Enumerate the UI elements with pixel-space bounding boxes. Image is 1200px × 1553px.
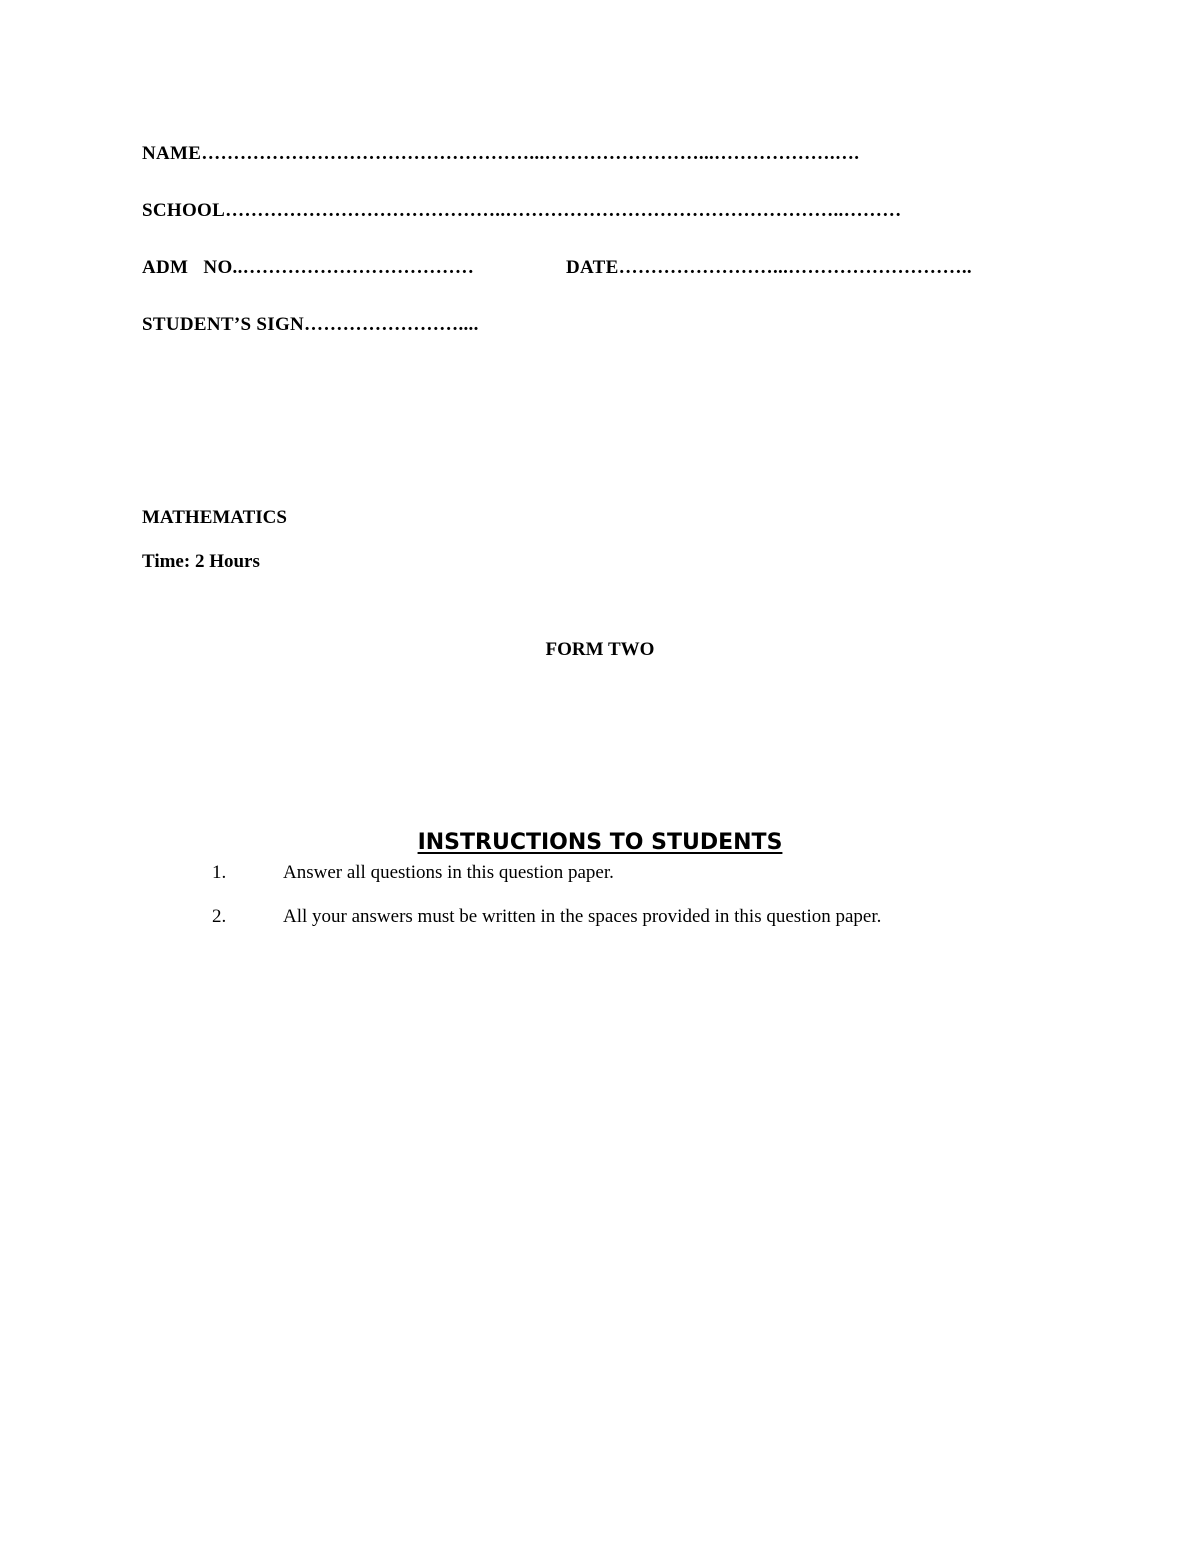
list-item-text: Answer all questions in this question paper. <box>283 862 614 883</box>
time-allowed: Time: 2 Hours <box>142 551 260 572</box>
name-field: NAME……………………………………………...……………………...……………….…. <box>142 143 860 164</box>
school-field: SCHOOL……………………………………..……………………………………………..……… <box>142 200 902 221</box>
form-label: FORM TWO <box>545 639 655 660</box>
list-item-number: 1. <box>212 862 227 883</box>
list-item-text: All your answers must be written in the spaces provided in this question paper. <box>283 906 882 927</box>
student-sign-field: STUDENT’S SIGN…………………….... <box>142 314 479 335</box>
instructions-heading: INSTRUCTIONS TO STUDENTS <box>417 830 783 855</box>
subject-title: MATHEMATICS <box>142 507 287 528</box>
list-item-number: 2. <box>212 906 227 927</box>
adm-no-field: ADM NO..……………………………… <box>142 257 475 278</box>
date-field: DATE……………………...……………………….. <box>566 257 972 278</box>
